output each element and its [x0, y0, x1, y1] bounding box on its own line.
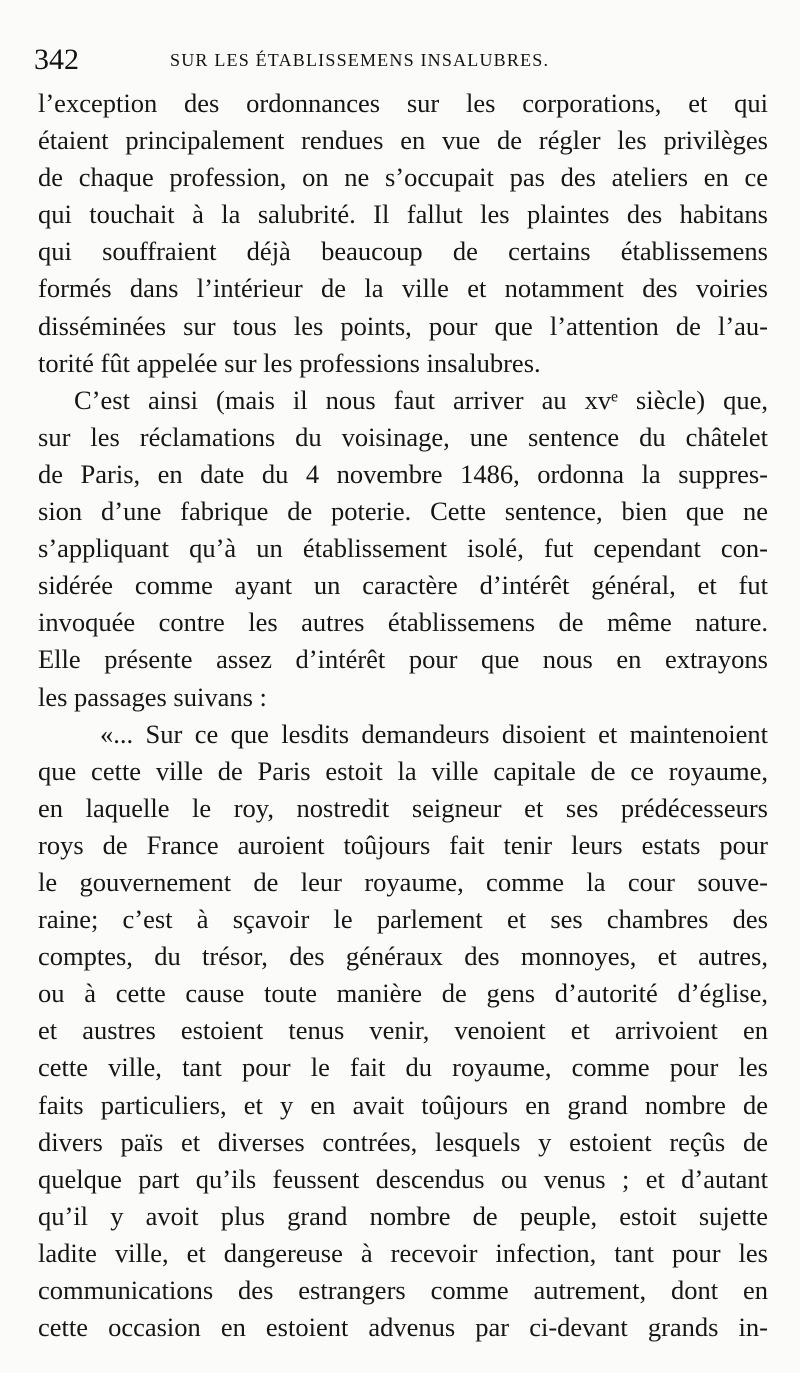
text-line: raine; c’est à sçavoir le parlement et ses chambres des: [38, 904, 768, 935]
text-line: les passages suivans :: [38, 681, 267, 712]
text-line: le gouvernement de leur royaume, comme la cour souve-: [38, 866, 768, 897]
text-line: s’appliquant qu’à un établissement isolé, fut cependant con-: [38, 533, 768, 564]
text-line: torité fût appelée sur les professions insalubres.: [38, 347, 541, 378]
text-line: ou à cette cause toute manière de gens d’autorité d’église,: [38, 978, 768, 1009]
text-line: en laquelle le roy, nostredit seigneur et ses prédécesseurs: [38, 792, 768, 823]
text-line: roys de France auroient toûjours fait tenir leurs estats pour: [38, 829, 768, 860]
text-line: quelque part qu’ils feussent descendus ou venus ; et d’autant: [38, 1163, 768, 1194]
text-line: l’exception des ordonnances sur les corporations, et qui: [38, 88, 768, 118]
text-line: et austres estoient tenus venir, venoient et arrivoient en: [38, 1015, 768, 1046]
text-line: de chaque profession, on ne s’occupait pas des ateliers en ce: [38, 162, 768, 193]
text-line: sidérée comme ayant un caractère d’intérêt général, et fut: [38, 570, 768, 601]
text-line: sion d’une fabrique de poterie. Cette sentence, bien que ne: [38, 496, 768, 527]
text-line: invoquée contre les autres établissemens de même nature.: [38, 607, 768, 638]
text-line: qui touchait à la salubrité. Il fallut les plaintes des habitans: [38, 199, 768, 230]
text-line: disséminées sur tous les points, pour que l’attention de l’au-: [38, 310, 768, 341]
text-line: faits particuliers, et y en avait toûjours en grand nombre de: [38, 1089, 768, 1120]
text-line: comptes, du trésor, des généraux des monnoyes, et autres,: [38, 941, 768, 972]
text-line: qu’il y avoit plus grand nombre de peuple, estoit sujette: [38, 1200, 768, 1231]
text-line: cette ville, tant pour le fait du royaume, comme pour les: [38, 1052, 768, 1083]
text-line: que cette ville de Paris estoit la ville capitale de ce royaume,: [38, 755, 768, 786]
running-head: SUR LES ÉTABLISSEMENS INSALUBRES.: [170, 50, 550, 70]
text-line: étaient principalement rendues en vue de régler les privilèges: [38, 125, 768, 156]
text-line: de Paris, en date du 4 novembre 1486, ordonna la suppres-: [38, 458, 768, 489]
text-line: cette occasion en estoient advenus par ci-devant grands in-: [38, 1312, 768, 1343]
text-line: communications des estrangers comme autrement, dont en: [38, 1275, 768, 1305]
text-line: ladite ville, et dangereuse à recevoir infection, tant pour les: [38, 1237, 768, 1268]
body-text: [38, 85, 768, 1346]
page-header: [34, 40, 614, 80]
text-line: Elle présente assez d’intérêt pour que nous en extrayons: [38, 644, 768, 675]
text-line: «... Sur ce que lesdits demandeurs disoient et maintenoient: [100, 718, 768, 749]
text-line: sur les réclamations du voisinage, une sentence du châtelet: [38, 421, 768, 452]
page-number: 342: [34, 43, 79, 76]
text-line: formés dans l’intérieur de la ville et notamment des voiries: [38, 273, 768, 304]
text-line: divers païs et diverses contrées, lesquels y estoient reçûs de: [38, 1126, 768, 1157]
text-line: qui souffraient déjà beaucoup de certains établissemens: [38, 236, 768, 267]
text-line: C’est ainsi (mais il nous faut arriver au xvᵉ siècle) que,: [74, 384, 768, 415]
